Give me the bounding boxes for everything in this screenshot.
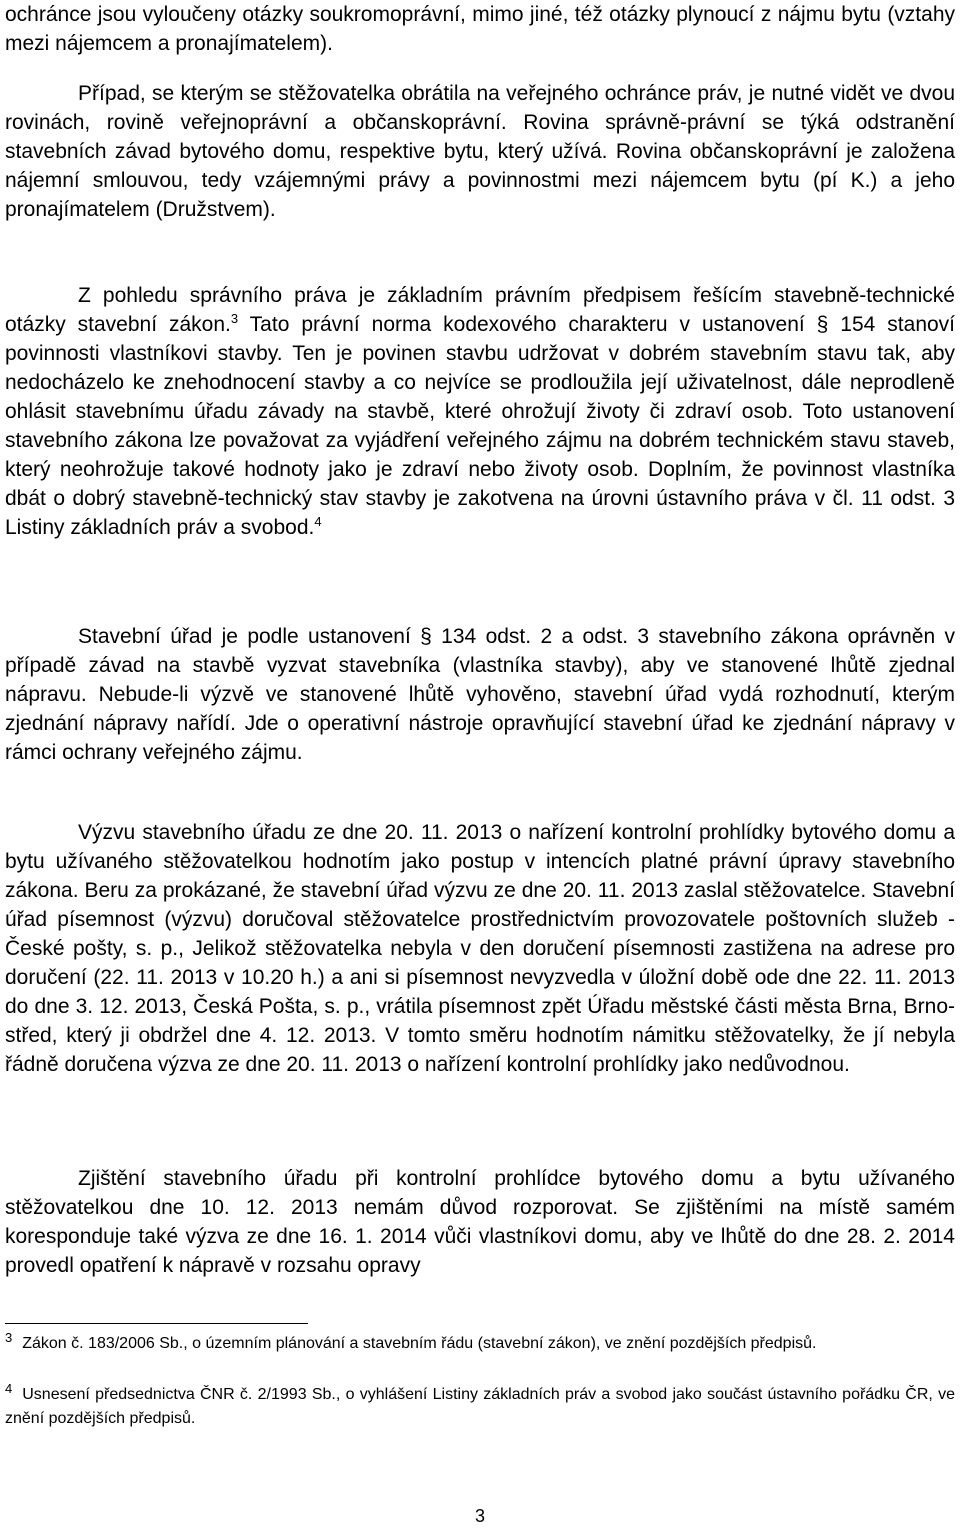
footnote-4-number: 4 [5,1380,13,1396]
footnote-4 [5,1380,955,1431]
footnote-3-number: 3 [5,1329,13,1345]
paragraph-6: Zjištění stavebního úřadu při kontrolní prohlídce bytového domu a bytu užívaného stěžovatelkou dne 10. 12. 2013 nemám důvod rozporovat. Se zjištěními na místě samém koresponduje také výzva ze dne 16. 1. 2014 vůči vlastníkovi domu, aby ve lhůtě do dne 28. 2. 2014 provedl opatření k nápravě v rozsahu opravy [5,1167,955,1277]
page-number: 3 [474,1506,485,1526]
paragraph-4: Stavební úřad je podle ustanovení § 134 odst. 2 a odst. 3 stavebního zákona oprávněn v případě závad na stavbě vyzvat stavebníka (vlastníka stavby), aby ve stanovené lhůtě zjednal nápravu. Nebude-li výzvě ve stanovené lhůtě vyhověno, stavební úřad vydá rozhodnutí, kterým zjednání nápravy nařídí. Jde o operativní nástroje opravňující stavební úřad ke zjednání nápravy v rámci ochrany veřejného zájmu. [5,625,955,764]
footnote-ref-3[interactable]: 3 [230,311,239,326]
footnote-separator [5,1323,308,1324]
document-page [5,0,955,1537]
paragraph-3-text-b: Tato právní norma kodexového charakteru v ustanovení § 154 stanoví povinnosti vlastníkovi stavby. Ten je povinen stavbu udržovat v dobrém stavebním stavu tak, aby nedocházelo ke znehodnocení stavby a co nejvíce se prodloužila její uživatelnost, dále neprodleně ohlásit stavebnímu úřadu závady na stavbě, které ohrožují životy či zdraví osob. Toto ustanovení stavebního zákona lze považovat za vyjádření veřejného zájmu na dobrém technickém stavu staveb, který neohrožuje takové hodnoty jako je zdraví nebo životy osob. Doplním, že povinnost vlastníka dbát o dobrý stavebně-technický stav stavby je zakotvena na úrovni ústavního práva v čl. 11 odst. 3 Listiny základních práv a svobod. [5,313,956,539]
paragraph-3-text-a: Z pohledu správního práva je základním právním předpisem řešícím stavebně-technické otázky stavební zákon. [5,284,955,336]
paragraph-2: Případ, se kterým se stěžovatelka obrátila na veřejného ochránce práv, je nutné vidět ve dvou rovinách, rovině veřejnoprávní a občanskoprávní. Rovina správně-právní se týká odstranění stavebních závad bytového domu, respektive bytu, který užívá. Rovina občanskoprávní je založena nájemní smlouvou, tedy vzájemnými právy a povinnostmi mezi nájemcem bytu (pí K.) a jeho pronajímatelem (Družstvem). [5,82,955,221]
paragraph-1: ochránce jsou vyloučeny otázky soukromoprávní, mimo jiné, též otázky plynoucí z nájmu bytu (vztahy mezi nájemcem a pronajímatelem). [5,3,955,55]
footnote-4-text: Usnesení předsednictva ČNR č. 2/1993 Sb., o vyhlášení Listiny základních práv a svobod jako součást ústavního pořádku ČR, ve znění pozdějších předpisů. [5,1386,955,1427]
paragraph-5: Výzvu stavebního úřadu ze dne 20. 11. 2013 o nařízení kontrolní prohlídky bytového domu a bytu užívaného stěžovatelkou hodnotím jako postup v intencích platné právní úpravy stavebního zákona. Beru za prokázané, že stavební úřad výzvu ze dne 20. 11. 2013 zaslal stěžovatelce. Stavební úřad písemnost (výzvu) doručoval stěžovatelce prostřednictvím provozovatele poštovních služeb - České pošty, s. p., Jelikož stěžovatelka nebyla v den doručení písemnosti zastižena na adrese pro doručení (22. 11. 2013 v 10.20 h.) a ani si písemnost nevyzvedla v úložní době ode dne 22. 11. 2013 do dne 3. 12. 2013, Česká Pošta, s. p., vrátila písemnost zpět Úřadu městské části města Brna, Brno-střed, který ji obdržel dne 4. 12. 2013. V tomto směru hodnotím námitku stěžovatelky, že jí nebyla řádně doručena výzva ze dne 20. 11. 2013 o nařízení kontrolní prohlídky jako nedůvodnou. [5,821,955,1076]
footnote-ref-4[interactable]: 4 [314,514,322,529]
paragraph-3 [5,281,955,542]
footnote-3-text: Zákon č. 183/2006 Sb., o územním plánování a stavebním řádu (stavební zákon), ve znění pozdějších předpisů. [22,1335,817,1352]
footnote-3 [5,1329,955,1356]
